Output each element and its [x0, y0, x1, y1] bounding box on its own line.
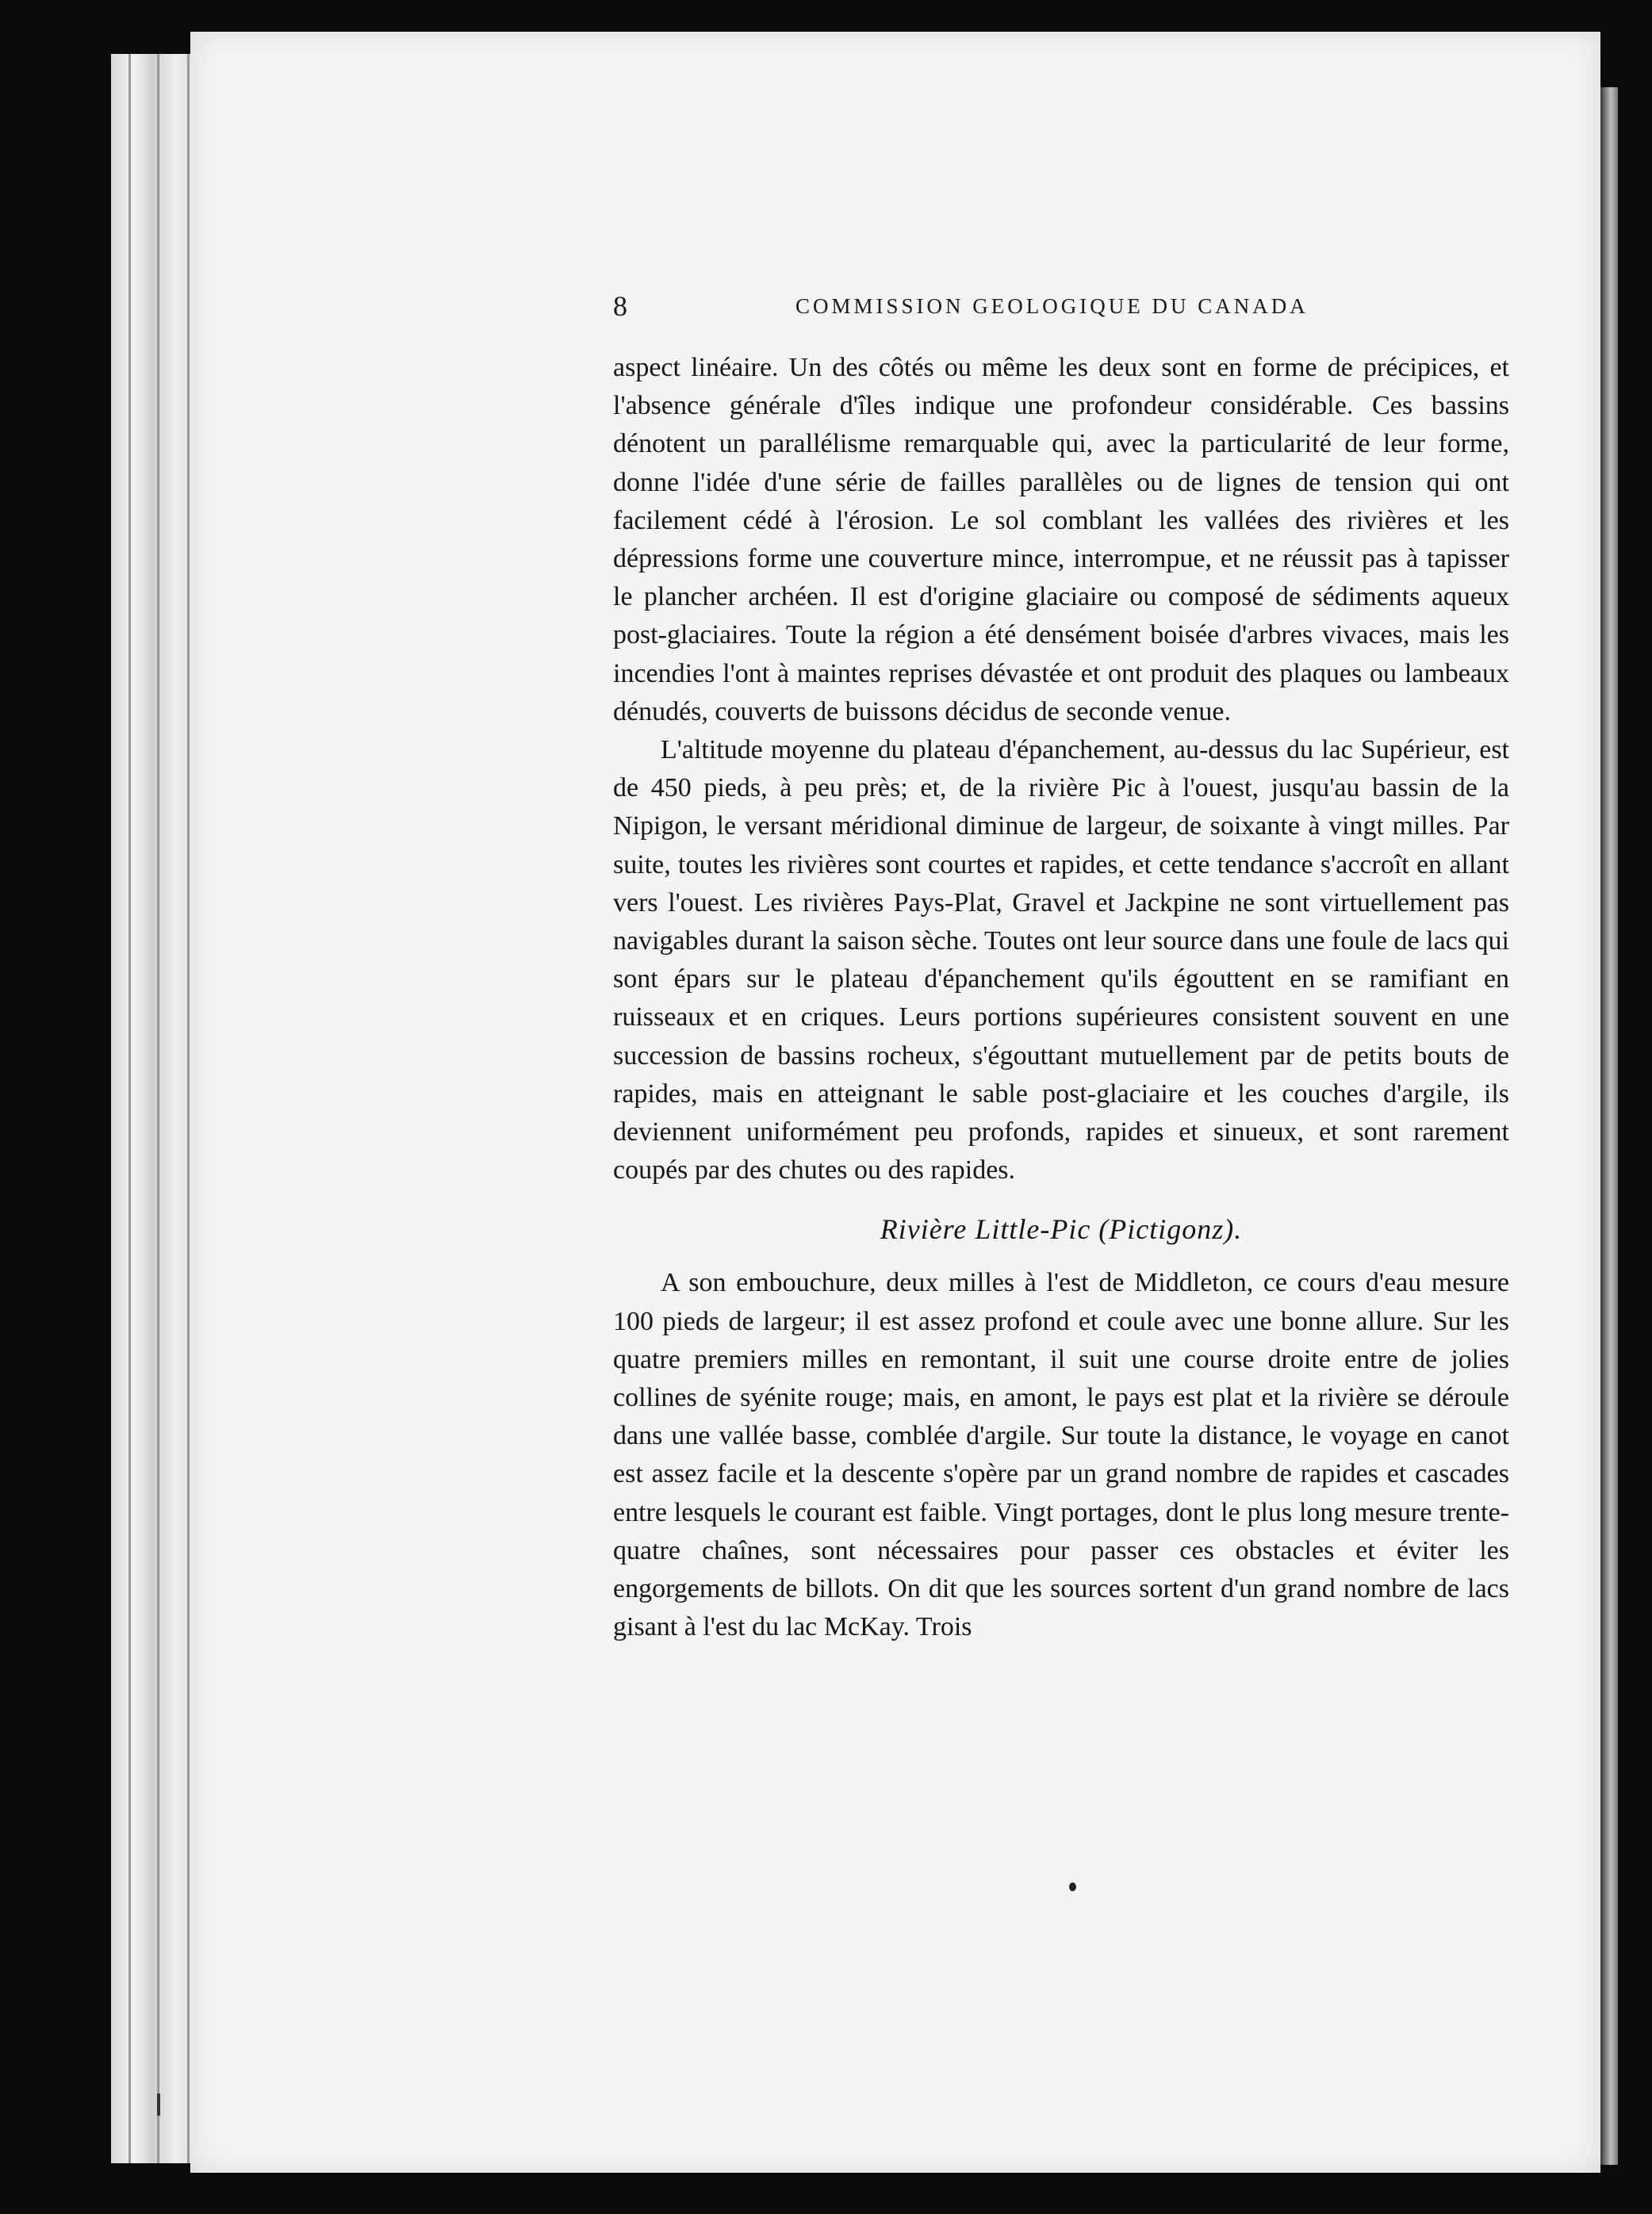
folio-dot [1069, 1883, 1076, 1891]
paragraph: A son embouchure, deux milles à l'est de Middleton, ce cours d'eau mesure 100 pieds de largeur; il est assez profond et coule avec une bonne allure. Sur les quatre premiers milles en remontant, il suit une course droite entre de jolies collines de syénite rouge; mais, en amont, le pays est plat et la rivière se déroule dans une vallée basse, comblée d'argile. Sur toute la distance, le voyage en canot est assez facile et la descente s'opère par un grand nombre de rapides et cascades entre lesquels le courant est faible. Vingt portages, dont le plus long mesure trente-quatre chaînes, sont nécessaires pour passer ces obstacles et éviter les engorgements de billots. On dit que les sources sortent d'un grand nombre de lacs gisant à l'est du lac McKay. Trois [613, 1268, 1509, 1642]
page-edge-line [157, 54, 159, 2163]
margin-mark [157, 2093, 160, 2116]
page-header [613, 289, 1339, 329]
page-number: 8 [613, 290, 627, 322]
running-head: COMMISSION GEOLOGIQUE DU CANADA [795, 294, 1309, 318]
page-edge-line [187, 54, 190, 2163]
paragraph: aspect linéaire. Un des côtés ou même les deux sont en forme de précipices, et l'absence générale d'îles indique une profondeur considérable. Ces bassins dénotent un parallélisme remarquable qui, avec la particularité de leur forme, donne l'idée d'une série de failles parallèles ou de lignes de tension qui ont facilement cédé à l'érosion. Le sol comblant les vallées des rivières et les dépressions forme une couverture mince, interrompue, et ne réussit pas à tapisser le plancher archéen. Il est d'origine glaciaire ou composé de sédiments aqueux post-glaciaires. Toute la région a été densément boisée d'arbres vivaces, mais les incendies l'ont à maintes reprises dévastée et ont produit des plaques ou lambeaux dénudés, couverts de buissons décidus de seconde venue. [613, 353, 1509, 726]
section-title: Rivière Little-Pic (Pictigonz). [880, 1213, 1243, 1246]
page-edge-line [128, 54, 131, 2163]
body-text [613, 349, 1509, 1647]
paragraph: L'altitude moyenne du plateau d'épanchement, au-dessus du lac Supérieur, est de 450 pieds, à peu près; et, de la rivière Pic à l'ouest, jusqu'au bassin de la Nipigon, le versant méridional diminue de largeur, de soixante à vingt milles. Par suite, toutes les rivières sont courtes et rapides, et cette tendance s'accroît en allant vers l'ouest. Les rivières Pays-Plat, Gravel et Jackpine ne sont virtuellement pas navigables durant la saison sèche. Toutes ont leur source dans une foule de lacs qui sont épars sur le plateau d'épanchement qu'ils égouttent en se ramifiant en ruisseaux et en criques. Leurs portions supérieures consistent souvent en une succession de bassins rocheux, s'égouttant mutuellement par de petits bouts de rapides, mais en atteignant le sable post-glaciaire et les couches d'argile, ils deviennent uniformément peu profonds, rapides et sinueux, et sont rarement coupés par des chutes ou des rapides. [613, 735, 1509, 1186]
page-right-edge [1600, 87, 1618, 2165]
